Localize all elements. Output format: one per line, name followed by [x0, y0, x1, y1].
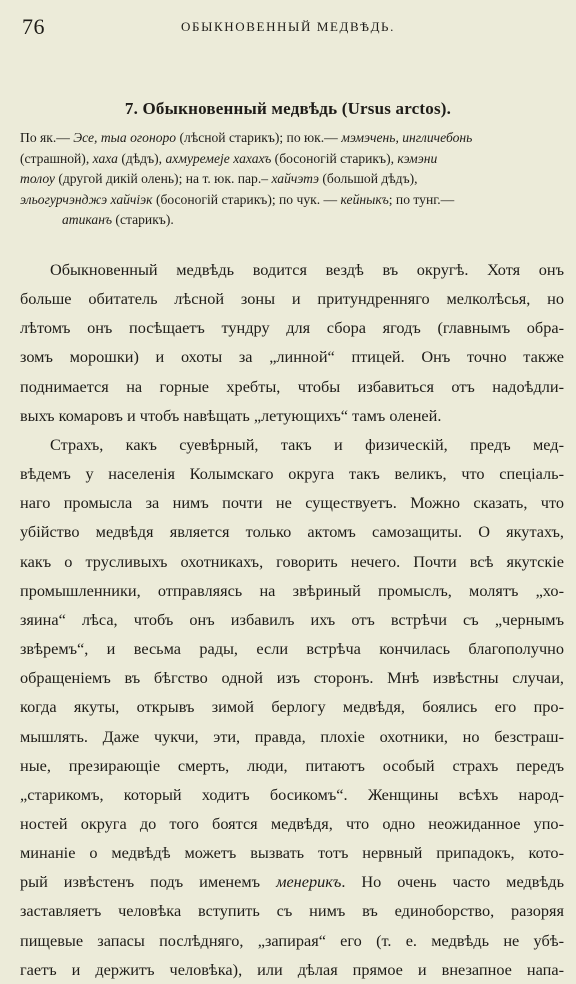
text-line: наго промысла за нимъ почти не существуетъ. Можно сказать, что	[20, 493, 564, 513]
text-line: Страхъ, какъ суевѣрный, такъ и физическій, предъ мед-	[50, 434, 564, 454]
text-line: гаетъ и держитъ человѣка), или дѣлая прямое и внезапное напа-	[20, 959, 564, 979]
page-number: 76	[22, 14, 45, 39]
paragraph	[20, 255, 564, 430]
term-menerik: менерикъ	[276, 872, 342, 892]
body-text	[20, 255, 564, 984]
text-line: выхъ комаровъ и чтобъ навѣщать „летующихъ“ тамъ оленей.	[20, 405, 442, 425]
vernacular-names-block	[20, 128, 564, 231]
text-line: ностей округа до того боятся медвѣдя, что одно неожиданное упо-	[20, 813, 564, 833]
paragraph	[20, 430, 564, 984]
text-line: зомъ морошки) и охоты за „линной“ птицей. Онъ точно также	[20, 347, 564, 367]
text-line: „старикомъ, который ходитъ босикомъ“. Женщины всѣхъ народ-	[20, 784, 564, 804]
text-line: больше обитатель лѣсной зоны и притундренняго мелколѣсья, но	[20, 289, 564, 309]
text-line: обращеніемъ въ бѣгство одной изъ сторонъ. Мнѣ извѣстны случаи,	[20, 668, 564, 688]
text-line: промышленники, отправляясь на звѣриный промыслъ, молятъ „хо-	[20, 580, 564, 600]
names-line: толоу (другой дикій олень); на т. юк. пар.– хайчэтэ (большой дѣдъ),	[20, 171, 418, 186]
text-line: вѣдемъ у населенія Колымскаго округа такъ великъ, что спеціаль-	[20, 464, 564, 484]
text-line: рый извѣстенъ подъ именемъ менерикъ. Но очень часто медвѣдь	[20, 872, 564, 892]
text-line: какъ о трусливыхъ охотникахъ, говорить нечего. Почти всѣ якутскіе	[20, 551, 564, 571]
text-line: убійство медвѣдя является только актомъ самозащиты. О якутахъ,	[20, 522, 564, 542]
section-title: 7. Обыкновенный медвѣдь (Ursus arctos).	[124, 99, 452, 118]
text-line: когда якуты, открывъ зимой берлогу медвѣдя, боялись его про-	[20, 697, 564, 717]
text-line: минаніе о медвѣдѣ можетъ вызвать тотъ нервный припадокъ, кото-	[20, 843, 564, 863]
text-line: заставляетъ человѣка вступить съ нимъ въ единоборство, разоряя	[20, 901, 564, 921]
names-line: атиканъ (старикъ).	[62, 212, 174, 227]
text-line: зяина“ лѣса, чтобъ онъ избавилъ ихъ отъ встрѣчи съ „чернымъ	[20, 609, 564, 629]
text-line: лѣтомъ онъ посѣщаетъ тундру для сбора ягодъ (главнымъ обра-	[20, 318, 564, 338]
text-line: поднимается на горные хребты, чтобы избавиться отъ надоѣдли-	[20, 376, 564, 396]
text-line: ные, презирающіе смерть, люди, питаютъ особый страхъ передъ	[20, 755, 564, 775]
text-line: пищевые запасы послѣдняго, „запирая“ его (т. е. медвѣдь не убѣ-	[20, 930, 564, 950]
text-line: мышлять. Даже чукчи, эти, правда, плохіе охотники, но безстраш-	[20, 726, 564, 746]
names-line: По як.— Эсе, тыа огоноро (лѣсной старикъ); по юк.— мэмэчень, ингличебонь	[20, 130, 473, 145]
text-line: звѣремъ“, и весьма рады, если встрѣча кончилась благополучно	[20, 639, 564, 659]
names-line: эльогурчэнджэ хайчіэк (босоногій старикъ); по чук. — кейныкъ; по тунг.—	[20, 191, 455, 207]
text-line: Обыкновенный медвѣдь водится вездѣ въ округѣ. Хотя онъ	[50, 260, 564, 279]
names-line: (страшной), хаха (дѣдъ), ахмуремеје хахахъ (босоногій старикъ), кэмэни	[20, 150, 438, 166]
running-head: ОБЫКНОВЕННЫЙ МЕДВѢДЬ.	[181, 19, 395, 34]
